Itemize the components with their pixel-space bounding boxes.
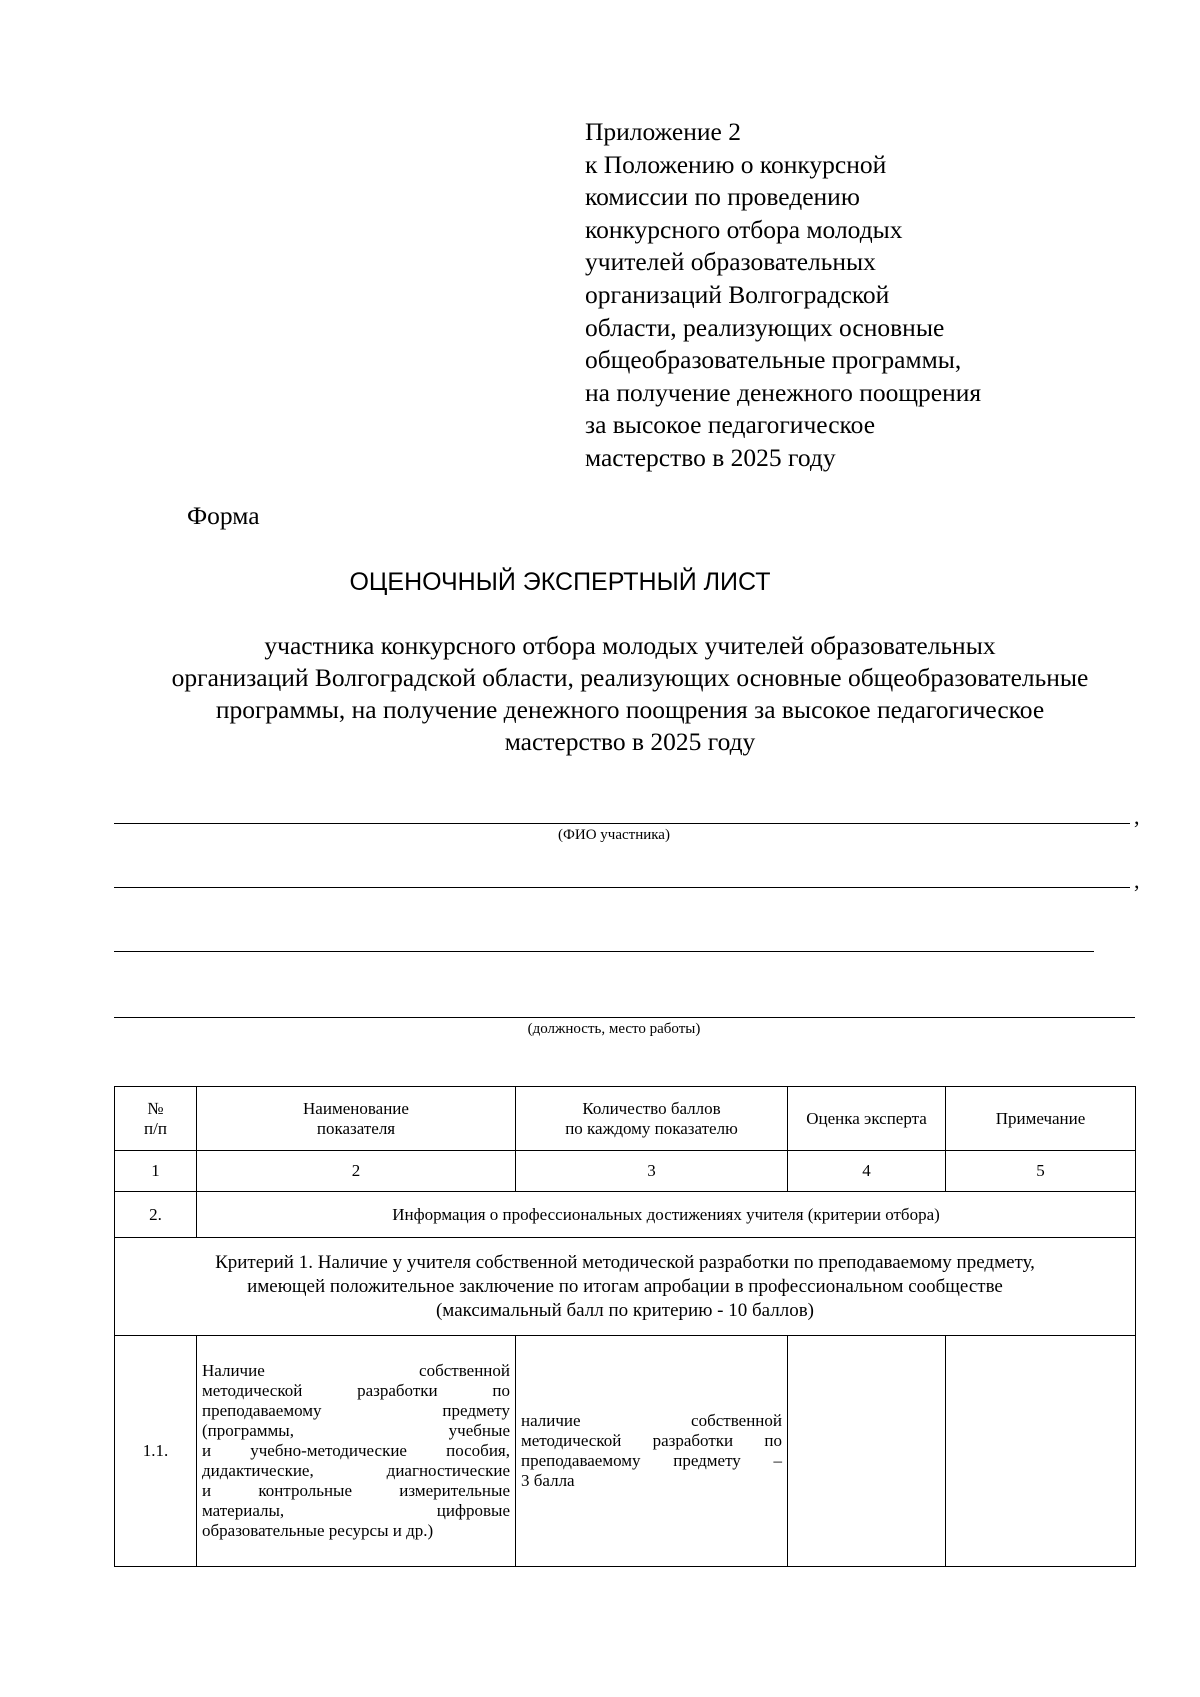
indicator-name: Наличие собственной методической разработки по преподаваемому предмету (программы, учебные и учебно-методические пособия, дидактические, диагностические и контрольные измерительные материалы, цифровые образовательные ресурсы и др.) bbox=[197, 1336, 516, 1567]
column-number: 5 bbox=[946, 1151, 1136, 1192]
appendix-line: мастерство в 2025 году bbox=[585, 442, 836, 472]
indicator-number: 1.1. bbox=[115, 1336, 197, 1567]
appendix-line: области, реализующих основные bbox=[585, 312, 945, 342]
appendix-line: общеобразовательные программы, bbox=[585, 345, 962, 375]
appendix-line: к Положению о конкурсной bbox=[585, 149, 887, 179]
evaluation-table bbox=[114, 1086, 1136, 1567]
fio-field-line[interactable] bbox=[114, 823, 1130, 824]
appendix-line: комиссии по проведению bbox=[585, 182, 860, 212]
position-field-line-2[interactable] bbox=[114, 1017, 1135, 1018]
fio-field-comma: , bbox=[1134, 804, 1140, 829]
criterion-line: (максимальный балл по критерию - 10 баллов) bbox=[435, 1299, 814, 1321]
appendix-block bbox=[585, 116, 981, 475]
column-number: 4 bbox=[788, 1151, 946, 1192]
criterion-line: имеющей положительное заключение по итогам апробации в профессиональном сообществе bbox=[247, 1275, 1003, 1297]
subtitle-line: участника конкурсного отбора молодых учителей образовательных bbox=[264, 631, 996, 660]
criterion-row bbox=[115, 1238, 1136, 1336]
subtitle-line: программы, на получение денежного поощрения за высокое педагогическое bbox=[215, 695, 1045, 724]
table-header-row bbox=[115, 1087, 1136, 1151]
column-number: 1 bbox=[115, 1151, 197, 1192]
extra-field-comma: , bbox=[1134, 868, 1140, 893]
position-caption: (должность, место работы) bbox=[527, 1021, 701, 1037]
appendix-line: организаций Волгоградской bbox=[585, 279, 890, 309]
extra-field-line[interactable] bbox=[114, 887, 1130, 888]
note-cell[interactable] bbox=[946, 1336, 1136, 1567]
header-points: Количество баллов по каждому показателю bbox=[516, 1087, 788, 1151]
header-number: № п/п bbox=[115, 1087, 197, 1151]
indicator-row bbox=[115, 1336, 1136, 1567]
indicator-points: наличие собственной методической разработки по преподаваемому предмету – 3 балла bbox=[516, 1336, 788, 1567]
appendix-line: Приложение 2 bbox=[585, 117, 741, 146]
column-number: 3 bbox=[516, 1151, 788, 1192]
section-title: Информация о профессиональных достижениях учителя (критерии отбора) bbox=[197, 1192, 1136, 1238]
appendix-line: конкурсного отбора молодых bbox=[585, 214, 903, 244]
expert-score-cell[interactable] bbox=[788, 1336, 946, 1567]
section-row bbox=[115, 1192, 1136, 1238]
header-indicator-name: Наименование показателя bbox=[197, 1087, 516, 1151]
criterion-title bbox=[115, 1238, 1136, 1336]
document-title: ОЦЕНОЧНЫЙ ЭКСПЕРТНЫЙ ЛИСТ bbox=[349, 568, 771, 596]
subtitle-line: мастерство в 2025 году bbox=[504, 727, 756, 756]
appendix-line: учителей образовательных bbox=[585, 247, 876, 277]
criterion-line: Критерий 1. Наличие у учителя собственной методической разработки по преподаваемому предмету, bbox=[215, 1251, 1035, 1273]
position-field-line-1[interactable] bbox=[114, 951, 1094, 952]
column-number-row bbox=[115, 1151, 1136, 1192]
header-expert-score: Оценка эксперта bbox=[788, 1087, 946, 1151]
subtitle-line: организаций Волгоградской области, реализующих основные общеобразовательные bbox=[171, 663, 1089, 692]
form-label: Форма bbox=[187, 501, 260, 530]
document-subtitle bbox=[100, 630, 1160, 758]
appendix-line: за высокое педагогическое bbox=[585, 410, 876, 440]
section-number: 2. bbox=[115, 1192, 197, 1238]
appendix-line: на получение денежного поощрения bbox=[585, 377, 982, 407]
fio-caption: (ФИО участника) bbox=[558, 827, 670, 843]
header-note: Примечание bbox=[946, 1087, 1136, 1151]
column-number: 2 bbox=[197, 1151, 516, 1192]
